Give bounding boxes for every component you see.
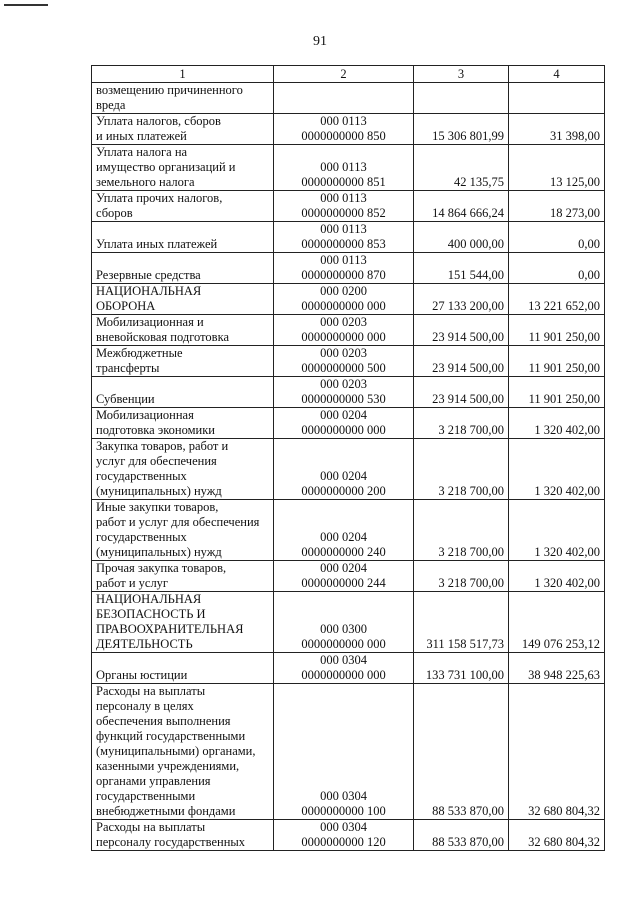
table-header-row bbox=[92, 66, 605, 83]
row-name-cell: Органы юстиции bbox=[92, 653, 274, 684]
table-row bbox=[92, 377, 605, 408]
row-code-cell: 000 0304 0000000000 120 bbox=[274, 820, 414, 851]
row-name-cell: Субвенции bbox=[92, 377, 274, 408]
row-code-cell: 000 0113 0000000000 853 bbox=[274, 222, 414, 253]
table-row bbox=[92, 561, 605, 592]
scan-corner-mark bbox=[4, 4, 48, 6]
row-code-cell: 000 0203 0000000000 530 bbox=[274, 377, 414, 408]
row-name-cell: Уплата налогов, сборов и иных платежей bbox=[92, 114, 274, 145]
table-row bbox=[92, 253, 605, 284]
row-code-cell: 000 0203 0000000000 500 bbox=[274, 346, 414, 377]
table-row bbox=[92, 191, 605, 222]
table-body bbox=[92, 83, 605, 851]
budget-table bbox=[91, 65, 605, 851]
column-header-3: 3 bbox=[414, 66, 509, 83]
row-code-cell: 000 0304 0000000000 100 bbox=[274, 684, 414, 820]
row-value-col4-cell: 32 680 804,32 bbox=[509, 820, 605, 851]
row-value-col3-cell: 23 914 500,00 bbox=[414, 315, 509, 346]
row-name-cell: Расходы на выплаты персоналу государственных bbox=[92, 820, 274, 851]
row-value-col4-cell: 31 398,00 bbox=[509, 114, 605, 145]
row-name-cell: Закупка товаров, работ и услуг для обеспечения государственных (муниципальных) нужд bbox=[92, 439, 274, 500]
row-value-col3-cell: 311 158 517,73 bbox=[414, 592, 509, 653]
row-value-col3-cell: 88 533 870,00 bbox=[414, 820, 509, 851]
table-row bbox=[92, 315, 605, 346]
row-value-col3-cell: 27 133 200,00 bbox=[414, 284, 509, 315]
row-code-cell: 000 0204 0000000000 200 bbox=[274, 439, 414, 500]
row-code-cell: 000 0203 0000000000 000 bbox=[274, 315, 414, 346]
table-row bbox=[92, 284, 605, 315]
column-header-2: 2 bbox=[274, 66, 414, 83]
table-row bbox=[92, 820, 605, 851]
row-code-cell: 000 0204 0000000000 240 bbox=[274, 500, 414, 561]
row-value-col3-cell: 151 544,00 bbox=[414, 253, 509, 284]
row-value-col4-cell: 38 948 225,63 bbox=[509, 653, 605, 684]
row-value-col3-cell: 3 218 700,00 bbox=[414, 500, 509, 561]
row-value-col4-cell: 1 320 402,00 bbox=[509, 439, 605, 500]
row-name-cell: Мобилизационная и вневойсковая подготовка bbox=[92, 315, 274, 346]
row-value-col3-cell: 14 864 666,24 bbox=[414, 191, 509, 222]
row-name-cell: НАЦИОНАЛЬНАЯ ОБОРОНА bbox=[92, 284, 274, 315]
row-value-col3-cell bbox=[414, 83, 509, 114]
row-value-col4-cell: 18 273,00 bbox=[509, 191, 605, 222]
row-value-col3-cell: 23 914 500,00 bbox=[414, 346, 509, 377]
table-row bbox=[92, 83, 605, 114]
table-row bbox=[92, 145, 605, 191]
row-value-col3-cell: 15 306 801,99 bbox=[414, 114, 509, 145]
row-value-col4-cell: 11 901 250,00 bbox=[509, 377, 605, 408]
row-code-cell: 000 0204 0000000000 000 bbox=[274, 408, 414, 439]
table-row bbox=[92, 346, 605, 377]
row-value-col4-cell: 0,00 bbox=[509, 222, 605, 253]
row-value-col4-cell: 13 221 652,00 bbox=[509, 284, 605, 315]
row-code-cell: 000 0304 0000000000 000 bbox=[274, 653, 414, 684]
row-name-cell: Резервные средства bbox=[92, 253, 274, 284]
row-code-cell: 000 0113 0000000000 870 bbox=[274, 253, 414, 284]
table-row bbox=[92, 500, 605, 561]
row-name-cell: Уплата иных платежей bbox=[92, 222, 274, 253]
row-name-cell: Иные закупки товаров, работ и услуг для обеспечения государственных (муниципальных) нужд bbox=[92, 500, 274, 561]
row-value-col3-cell: 88 533 870,00 bbox=[414, 684, 509, 820]
row-value-col3-cell: 400 000,00 bbox=[414, 222, 509, 253]
row-value-col3-cell: 3 218 700,00 bbox=[414, 561, 509, 592]
row-value-col4-cell: 13 125,00 bbox=[509, 145, 605, 191]
row-name-cell: Уплата прочих налогов, сборов bbox=[92, 191, 274, 222]
row-value-col3-cell: 3 218 700,00 bbox=[414, 408, 509, 439]
row-value-col4-cell: 32 680 804,32 bbox=[509, 684, 605, 820]
row-code-cell: 000 0113 0000000000 850 bbox=[274, 114, 414, 145]
row-name-cell: Мобилизационная подготовка экономики bbox=[92, 408, 274, 439]
row-value-col3-cell: 42 135,75 bbox=[414, 145, 509, 191]
row-value-col3-cell: 133 731 100,00 bbox=[414, 653, 509, 684]
row-value-col4-cell: 0,00 bbox=[509, 253, 605, 284]
row-name-cell: возмещению причиненного вреда bbox=[92, 83, 274, 114]
row-code-cell: 000 0113 0000000000 851 bbox=[274, 145, 414, 191]
table-row bbox=[92, 684, 605, 820]
row-value-col4-cell: 149 076 253,12 bbox=[509, 592, 605, 653]
row-value-col4-cell bbox=[509, 83, 605, 114]
row-name-cell: Межбюджетные трансферты bbox=[92, 346, 274, 377]
table-row bbox=[92, 408, 605, 439]
row-code-cell: 000 0300 0000000000 000 bbox=[274, 592, 414, 653]
row-value-col4-cell: 1 320 402,00 bbox=[509, 500, 605, 561]
row-name-cell: Расходы на выплаты персоналу в целях обеспечения выполнения функций государственными (муниципальными) органами, казенными учреждениями, органами управления государственными внебюджетными фондами bbox=[92, 684, 274, 820]
page-number: 91 bbox=[313, 34, 327, 49]
column-header-1: 1 bbox=[92, 66, 274, 83]
table-row bbox=[92, 439, 605, 500]
row-value-col4-cell: 1 320 402,00 bbox=[509, 561, 605, 592]
column-header-4: 4 bbox=[509, 66, 605, 83]
table-row bbox=[92, 592, 605, 653]
row-value-col4-cell: 1 320 402,00 bbox=[509, 408, 605, 439]
row-code-cell bbox=[274, 83, 414, 114]
row-code-cell: 000 0200 0000000000 000 bbox=[274, 284, 414, 315]
row-value-col4-cell: 11 901 250,00 bbox=[509, 315, 605, 346]
row-code-cell: 000 0204 0000000000 244 bbox=[274, 561, 414, 592]
table-row bbox=[92, 114, 605, 145]
row-value-col4-cell: 11 901 250,00 bbox=[509, 346, 605, 377]
table-row bbox=[92, 222, 605, 253]
row-name-cell: НАЦИОНАЛЬНАЯ БЕЗОПАСНОСТЬ И ПРАВООХРАНИТЕЛЬНАЯ ДЕЯТЕЛЬНОСТЬ bbox=[92, 592, 274, 653]
row-name-cell: Прочая закупка товаров, работ и услуг bbox=[92, 561, 274, 592]
row-value-col3-cell: 23 914 500,00 bbox=[414, 377, 509, 408]
row-code-cell: 000 0113 0000000000 852 bbox=[274, 191, 414, 222]
row-value-col3-cell: 3 218 700,00 bbox=[414, 439, 509, 500]
table-row bbox=[92, 653, 605, 684]
row-name-cell: Уплата налога на имущество организаций и земельного налога bbox=[92, 145, 274, 191]
